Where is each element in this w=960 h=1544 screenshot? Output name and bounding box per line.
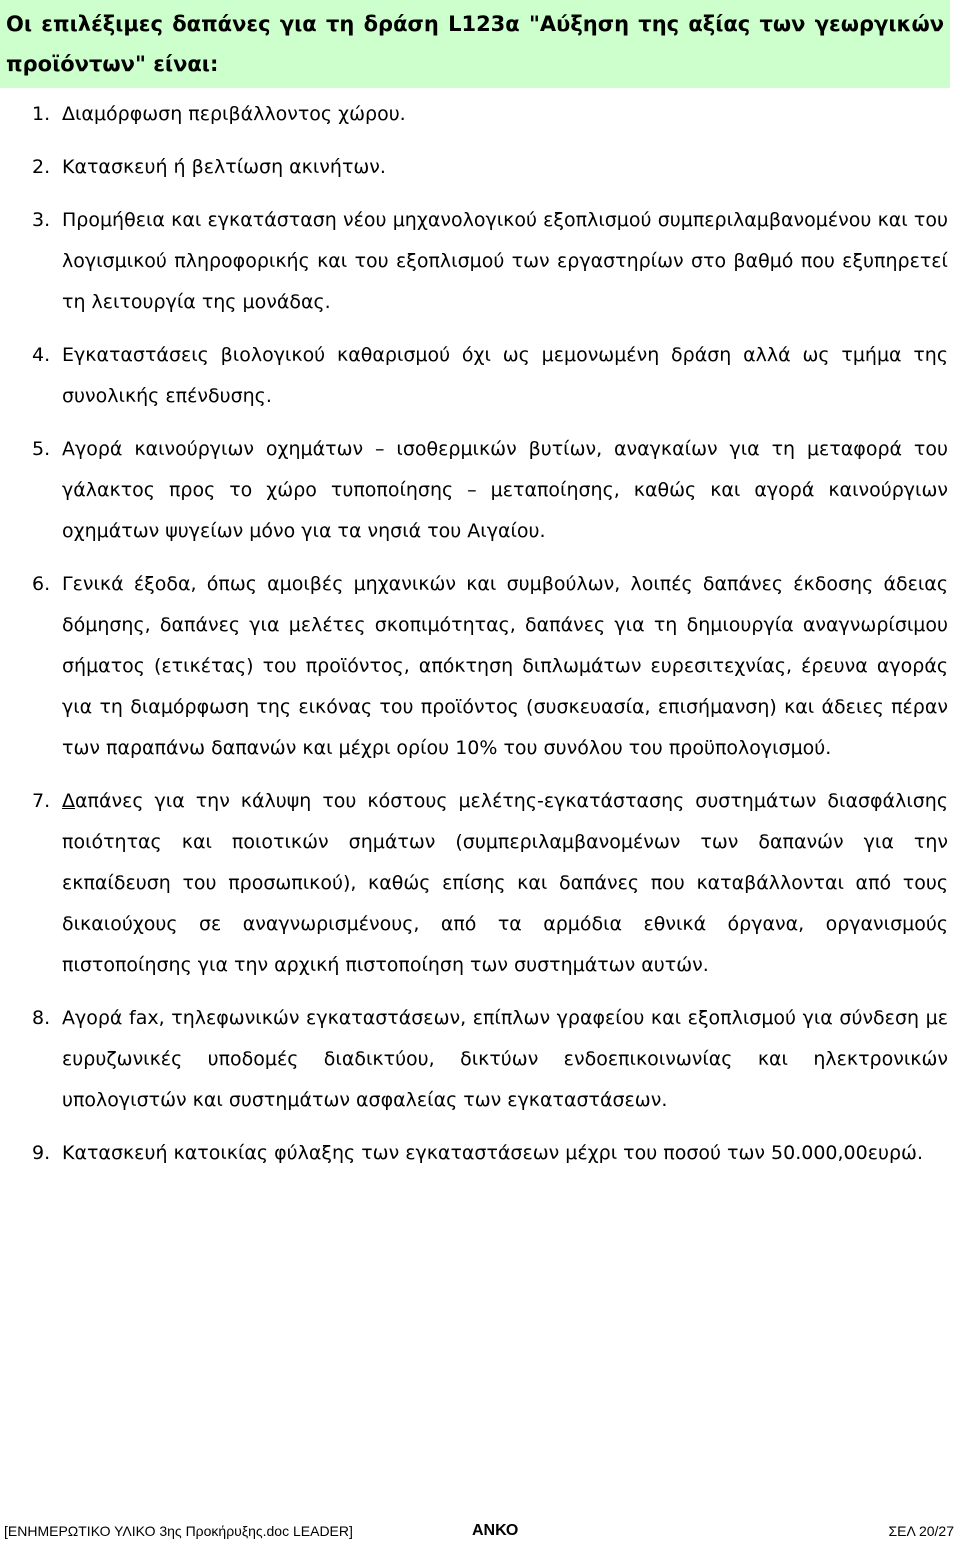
list-item-number: 1. xyxy=(32,103,51,125)
list-item-number: 9. xyxy=(32,1142,51,1164)
heading: Οι επιλέξιμες δαπάνες για τη δράση L123α "Αύξηση της αξίας των γεωργικών προϊόντων" είναι: xyxy=(6,12,944,76)
list-item-text: Αγορά fax, τηλεφωνικών εγκαταστάσεων, επίπλων γραφείου και εξοπλισμού για σύνδεση με ευρυζωνικές υποδομές διαδικτύου, δικτύων ενδοεπικοινωνίας και ηλεκτρονικών υπολογιστών και συστημάτων ασφαλείας των εγκαταστάσεων. xyxy=(62,1007,948,1111)
list-item-number: 6. xyxy=(32,573,51,595)
list-item-text: Γενικά έξοδα, όπως αμοιβές μηχανικών και συμβούλων, λοιπές δαπάνες έκδοσης άδειας δόμησης, δαπάνες για μελέτες σκοπιμότητας, δαπάνες για τη δημιουργία αναγνωρίσιμου σήματος (ετικέτας) του προϊόντος, απόκτηση διπλωμάτων ευρεσιτεχνίας, έρευνα αγοράς για τη διαμόρφωση της εικόνας του προϊόντος (συσκευασία, επισήμανση) και άδειες πέραν των παραπάνω δαπανών και μέχρι ορίου 10% του συνόλου του προϋπολογισμού. xyxy=(62,573,948,759)
list-item xyxy=(0,94,960,135)
list-item-text: απάνες για την κάλυψη του κόστους μελέτης-εγκατάστασης συστημάτων διασφάλισης ποιότητας και ποιοτικών σημάτων (συμπεριλαμβανομένων των δαπανών για την εκπαίδευση του προσωπικού), καθώς επίσης και δαπάνες που καταβάλλονται από τους δικαιούχους σε αναγνωρισμένους, από τα αρμόδια εθνικά όργανα, οργανισμούς πιστοποίησης για την αρχική πιστοποίηση των συστημάτων αυτών. xyxy=(62,790,948,976)
list-item xyxy=(0,998,960,1121)
list-item xyxy=(0,781,960,986)
list-item-number: 2. xyxy=(32,156,51,178)
heading-box xyxy=(0,0,950,88)
footer-organization: ΑΝΚΟ xyxy=(472,1522,519,1539)
list-item-number: 3. xyxy=(32,209,51,231)
page-footer xyxy=(4,1521,954,1541)
list-item-number: 5. xyxy=(32,438,51,460)
list-item xyxy=(0,335,960,417)
list-item xyxy=(0,564,960,769)
list-item-first-letter: Δ xyxy=(62,790,75,812)
list-item-text: Εγκαταστάσεις βιολογικού καθαρισμού όχι ως μεμονωμένη δράση αλλά ως τμήμα της συνολικής επένδυσης. xyxy=(62,344,948,407)
list-item-number: 8. xyxy=(32,1007,51,1029)
list-item xyxy=(0,147,960,188)
list-item-text: Κατασκευή κατοικίας φύλαξης των εγκαταστάσεων μέχρι του ποσού των 50.000,00ευρώ. xyxy=(62,1142,923,1164)
list-item xyxy=(0,429,960,552)
list-item xyxy=(0,1133,960,1174)
list-item-text: Αγορά καινούργιων οχημάτων – ισοθερμικών βυτίων, αναγκαίων για τη μεταφορά του γάλακτος προς το χώρο τυποποίησης – μεταποίησης, καθώς και αγορά καινούργιων οχημάτων ψυγείων μόνο για τα νησιά του Αιγαίου. xyxy=(62,438,948,542)
footer-document-name: [ΕΝΗΜΕΡΩΤΙΚΟ ΥΛΙΚΟ 3ης Προκήρυξης.doc LEADER] xyxy=(4,1523,353,1539)
eligible-costs-list xyxy=(0,94,960,1174)
list-item-text: Κατασκευή ή βελτίωση ακινήτων. xyxy=(62,156,386,178)
footer-page-number: ΣΕΛ 20/27 xyxy=(888,1523,954,1539)
list-item-text: Προμήθεια και εγκατάσταση νέου μηχανολογικού εξοπλισμού συμπεριλαμβανομένου και του λογισμικού πληροφορικής και του εξοπλισμού των εργαστηρίων στο βαθμό που εξυπηρετεί τη λειτουργία της μονάδας. xyxy=(62,209,948,313)
list-item-text: Διαμόρφωση περιβάλλοντος χώρου. xyxy=(62,103,406,125)
list-item xyxy=(0,200,960,323)
list-item-number: 4. xyxy=(32,344,51,366)
list-item-number: 7. xyxy=(32,790,51,812)
